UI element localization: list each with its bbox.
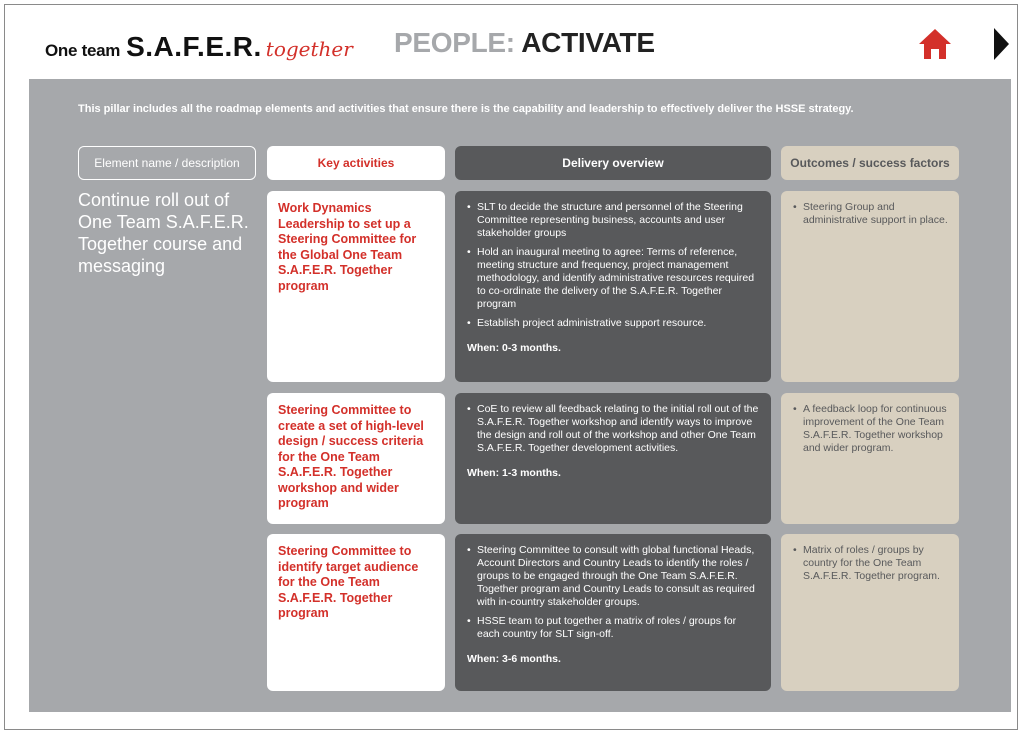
outcome-list (793, 544, 949, 583)
outcome-item: • Steering Group and administrative support in place. (793, 201, 949, 227)
delivery-card (455, 534, 771, 691)
column-header-key-activities: Key activities (267, 146, 445, 180)
column-header-element: Element name / description (78, 146, 256, 180)
delivery-list (467, 544, 759, 641)
delivery-item: • CoE to review all feedback relating to the initial roll out of the S.A.F.E.R. Together workshop and identify ways to improve the design and roll out of the workshop and other One Team S.A.F.E.R. Together development activities. (467, 403, 759, 455)
intro-text: This pillar includes all the roadmap elements and activities that ensure there is the capability and leadership to effectively deliver the HSSE strategy. (78, 103, 854, 115)
delivery-item: • Establish project administrative support resource. (467, 317, 759, 330)
delivery-timing: When: 0-3 months. (467, 342, 561, 354)
safer-logo (45, 31, 353, 63)
page-title (394, 27, 655, 59)
home-button[interactable] (918, 27, 952, 61)
column-header-delivery: Delivery overview (455, 146, 771, 180)
delivery-list (467, 403, 759, 455)
delivery-timing: When: 3-6 months. (467, 653, 561, 665)
delivery-item: • Hold an inaugural meeting to agree: Terms of reference, meeting structure and frequency, project management methodology, and identify administrative resources required to co-ordinate the delivery of the S.A.F.E.R. Together program (467, 246, 759, 311)
outcome-card (781, 191, 959, 382)
key-activity-text: Steering Committee to create a set of high-level design / success criteria for the One Team S.A.F.E.R. Together workshop and wider program (278, 403, 424, 510)
next-arrow-icon (993, 27, 1009, 61)
delivery-item: • HSSE team to put together a matrix of roles / groups for each country for SLT sign-off. (467, 615, 759, 641)
next-page-button[interactable] (993, 27, 1009, 61)
delivery-card (455, 393, 771, 524)
page-title-main: ACTIVATE (521, 27, 655, 58)
outcome-list (793, 403, 949, 455)
delivery-item: • SLT to decide the structure and personnel of the Steering Committee representing business, accounts and user stakeholder groups (467, 201, 759, 240)
key-activity-text: Work Dynamics Leadership to set up a Steering Committee for the Global One Team S.A.F.E.R. Together program (278, 201, 417, 293)
logo-together: together (265, 37, 353, 61)
delivery-list (467, 201, 759, 330)
delivery-item: • Steering Committee to consult with global functional Heads, Account Directors and Country Leads to identify the roles / groups to be engaged through the One Team S.A.F.E.R. Together program and Country Leads to consult as required with in-country stakeholder groups. (467, 544, 759, 609)
logo-safer: S.A.F.E.R. (126, 31, 262, 62)
delivery-card (455, 191, 771, 382)
key-activity-text: Steering Committee to identify target audience for the One Team S.A.F.E.R. Together program (278, 544, 419, 620)
home-icon (918, 27, 952, 61)
outcome-card (781, 393, 959, 524)
key-activity-card (267, 191, 445, 382)
outcome-item: • Matrix of roles / groups by country for the One Team S.A.F.E.R. Together program. (793, 544, 949, 583)
content-panel (29, 79, 1011, 712)
element-description: Continue roll out of One Team S.A.F.E.R. Together course and messaging (78, 190, 249, 276)
outcome-item: • A feedback loop for continuous improvement of the One Team S.A.F.E.R. Together workshop and wider program. (793, 403, 949, 455)
delivery-timing: When: 1-3 months. (467, 467, 561, 479)
column-header-outcomes: Outcomes / success factors (781, 146, 959, 180)
outcome-card (781, 534, 959, 691)
page-title-prefix: PEOPLE: (394, 27, 515, 58)
outcome-list (793, 201, 949, 227)
key-activity-card (267, 393, 445, 524)
logo-one-team: One team (45, 41, 121, 60)
page-frame (4, 4, 1018, 730)
key-activity-card (267, 534, 445, 691)
